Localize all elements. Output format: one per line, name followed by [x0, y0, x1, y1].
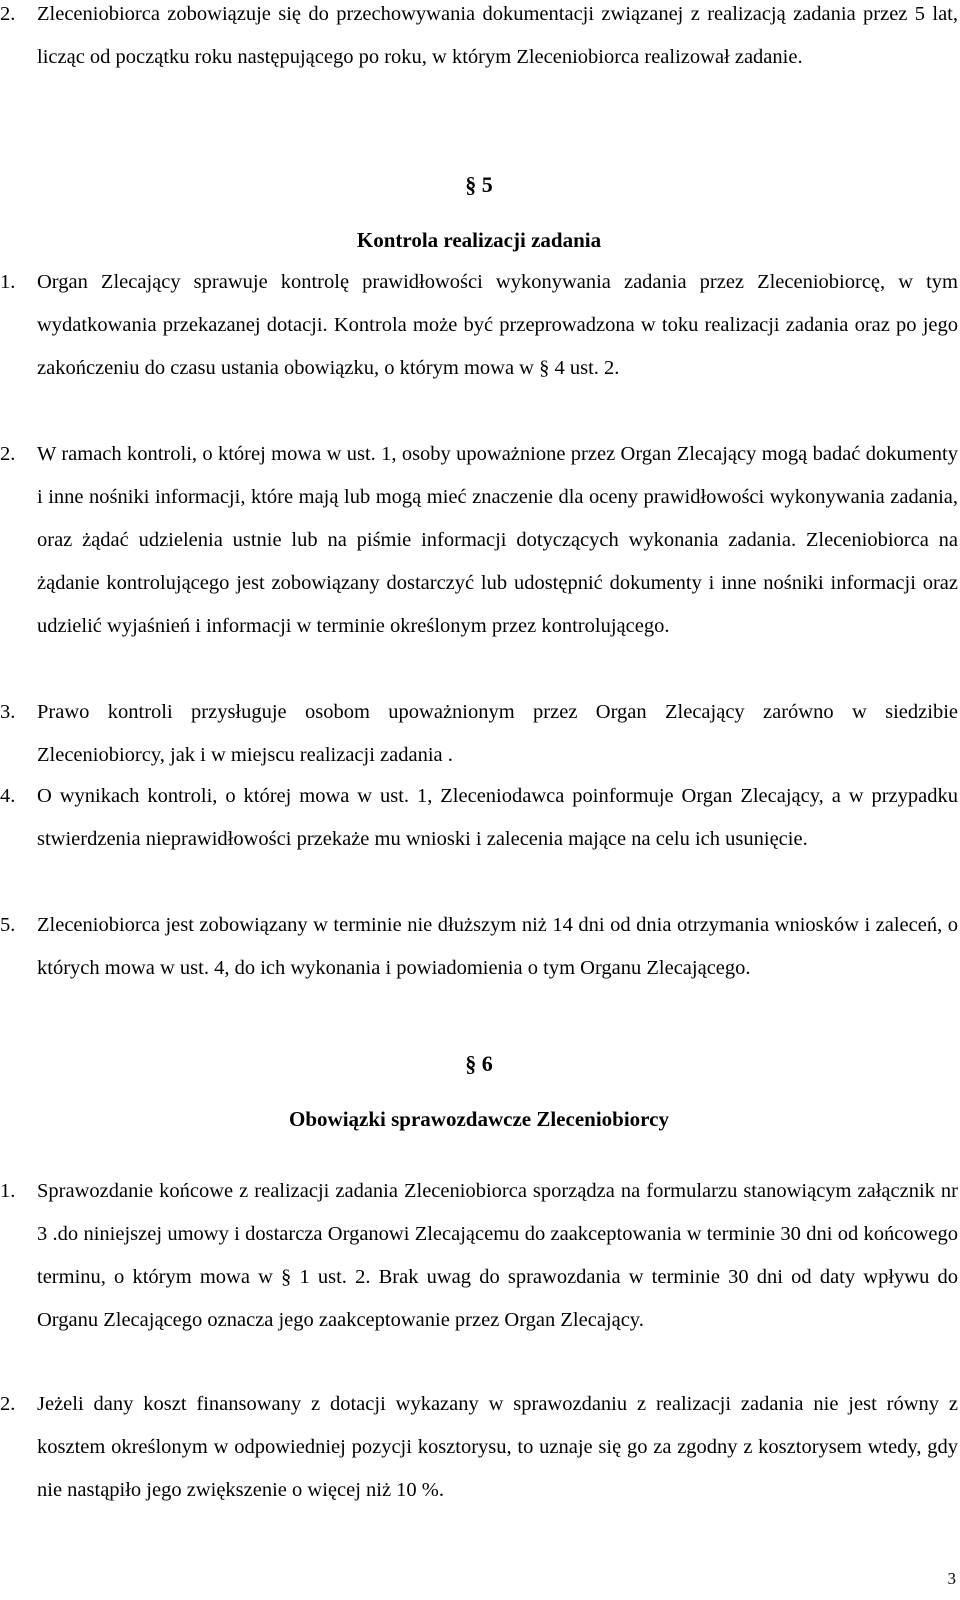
- item-number: 2.: [0, 1393, 16, 1415]
- page-number: 3: [947, 1569, 956, 1588]
- item-text: W ramach kontroli, o której mowa w ust. 1, osoby upoważnione przez Organ Zlecający mogą badać dokumenty i inne nośniki informacji, które mają lub mogą mieć znaczenie dla oceny prawidłowości wykonywania zadania, oraz żądać udzielenia ustnie lub na piśmie informacji dotyczących wykonania zadania. Zleceniobiorca na żądanie kontrolującego jest zobowiązany dostarczyć lub udostępnić dokumenty i inne nośniki informacji oraz udzielić wyjaśnień i informacji w terminie określonym przez kontrolującego.: [37, 443, 958, 637]
- item-number: 1.: [0, 271, 16, 293]
- list-item: [0, 261, 958, 390]
- item-text: Zleceniobiorca zobowiązuje się do przechowywania dokumentacji związanej z realizacją zadania przez 5 lat, licząc od początku roku następującego po roku, w którym Zleceniobiorca realizował zadanie.: [37, 3, 958, 68]
- item-number: 3.: [0, 701, 16, 723]
- list-item: [0, 904, 958, 990]
- item-text: Prawo kontroli przysługuje osobom upoważnionym przez Organ Zlecający zarówno w siedzibie Zleceniobiorcy, jak i w miejscu realizacji zadania .: [37, 701, 958, 766]
- item-text: Jeżeli dany koszt finansowany z dotacji wykazany w sprawozdaniu z realizacji zadania nie jest równy z kosztem określonym w odpowiedniej pozycji kosztorysu, to uznaje się go za zgodny z kosztorysem wtedy, gdy nie nastąpiło jego zwiększenie o więcej niż 10 %.: [37, 1393, 958, 1501]
- item-number: 2.: [0, 443, 16, 465]
- list-item: [0, 691, 958, 777]
- section-6-symbol: § 6: [465, 1051, 493, 1076]
- item-number: 4.: [0, 785, 16, 807]
- item-number: 1.: [0, 1180, 16, 1202]
- list-item: [0, 775, 958, 861]
- item-number: 5.: [0, 914, 16, 936]
- list-item: [0, 0, 958, 79]
- item-number: 2.: [0, 3, 16, 25]
- item-text: O wynikach kontroli, o której mowa w ust. 1, Zleceniodawca poinformuje Organ Zlecający, a w przypadku stwierdzenia nieprawidłowości przekaże mu wnioski i zalecenia mające na celu ich usunięcie.: [37, 785, 958, 850]
- item-text: Zleceniobiorca jest zobowiązany w terminie nie dłuższym niż 14 dni od dnia otrzymania wniosków i zaleceń, o których mowa w ust. 4, do ich wykonania i powiadomienia o tym Organu Zlecającego.: [37, 914, 958, 979]
- list-item: [0, 433, 958, 648]
- item-text: Sprawozdanie końcowe z realizacji zadania Zleceniobiorca sporządza na formularzu stanowiącym załącznik nr 3 .do niniejszej umowy i dostarcza Organowi Zlecającemu do zaakceptowania w terminie 30 dni od końcowego terminu, o którym mowa w § 1 ust. 2. Brak uwag do sprawozdania w terminie 30 dni od daty wpływu do Organu Zlecającego oznacza jego zaakceptowanie przez Organ Zlecający.: [37, 1180, 958, 1331]
- item-text: Organ Zlecający sprawuje kontrolę prawidłowości wykonywania zadania przez Zleceniobiorcę, w tym wydatkowania przekazanej dotacji. Kontrola może być przeprowadzona w toku realizacji zadania oraz po jego zakończeniu do czasu ustania obowiązku, o którym mowa w § 4 ust. 2.: [37, 271, 958, 379]
- list-item: [0, 1383, 958, 1512]
- section-6-title: Obowiązki sprawozdawcze Zleceniobiorcy: [289, 1107, 669, 1131]
- list-item: [0, 1170, 958, 1342]
- section-5-symbol: § 5: [465, 172, 493, 197]
- section-5-title: Kontrola realizacji zadania: [356, 228, 602, 252]
